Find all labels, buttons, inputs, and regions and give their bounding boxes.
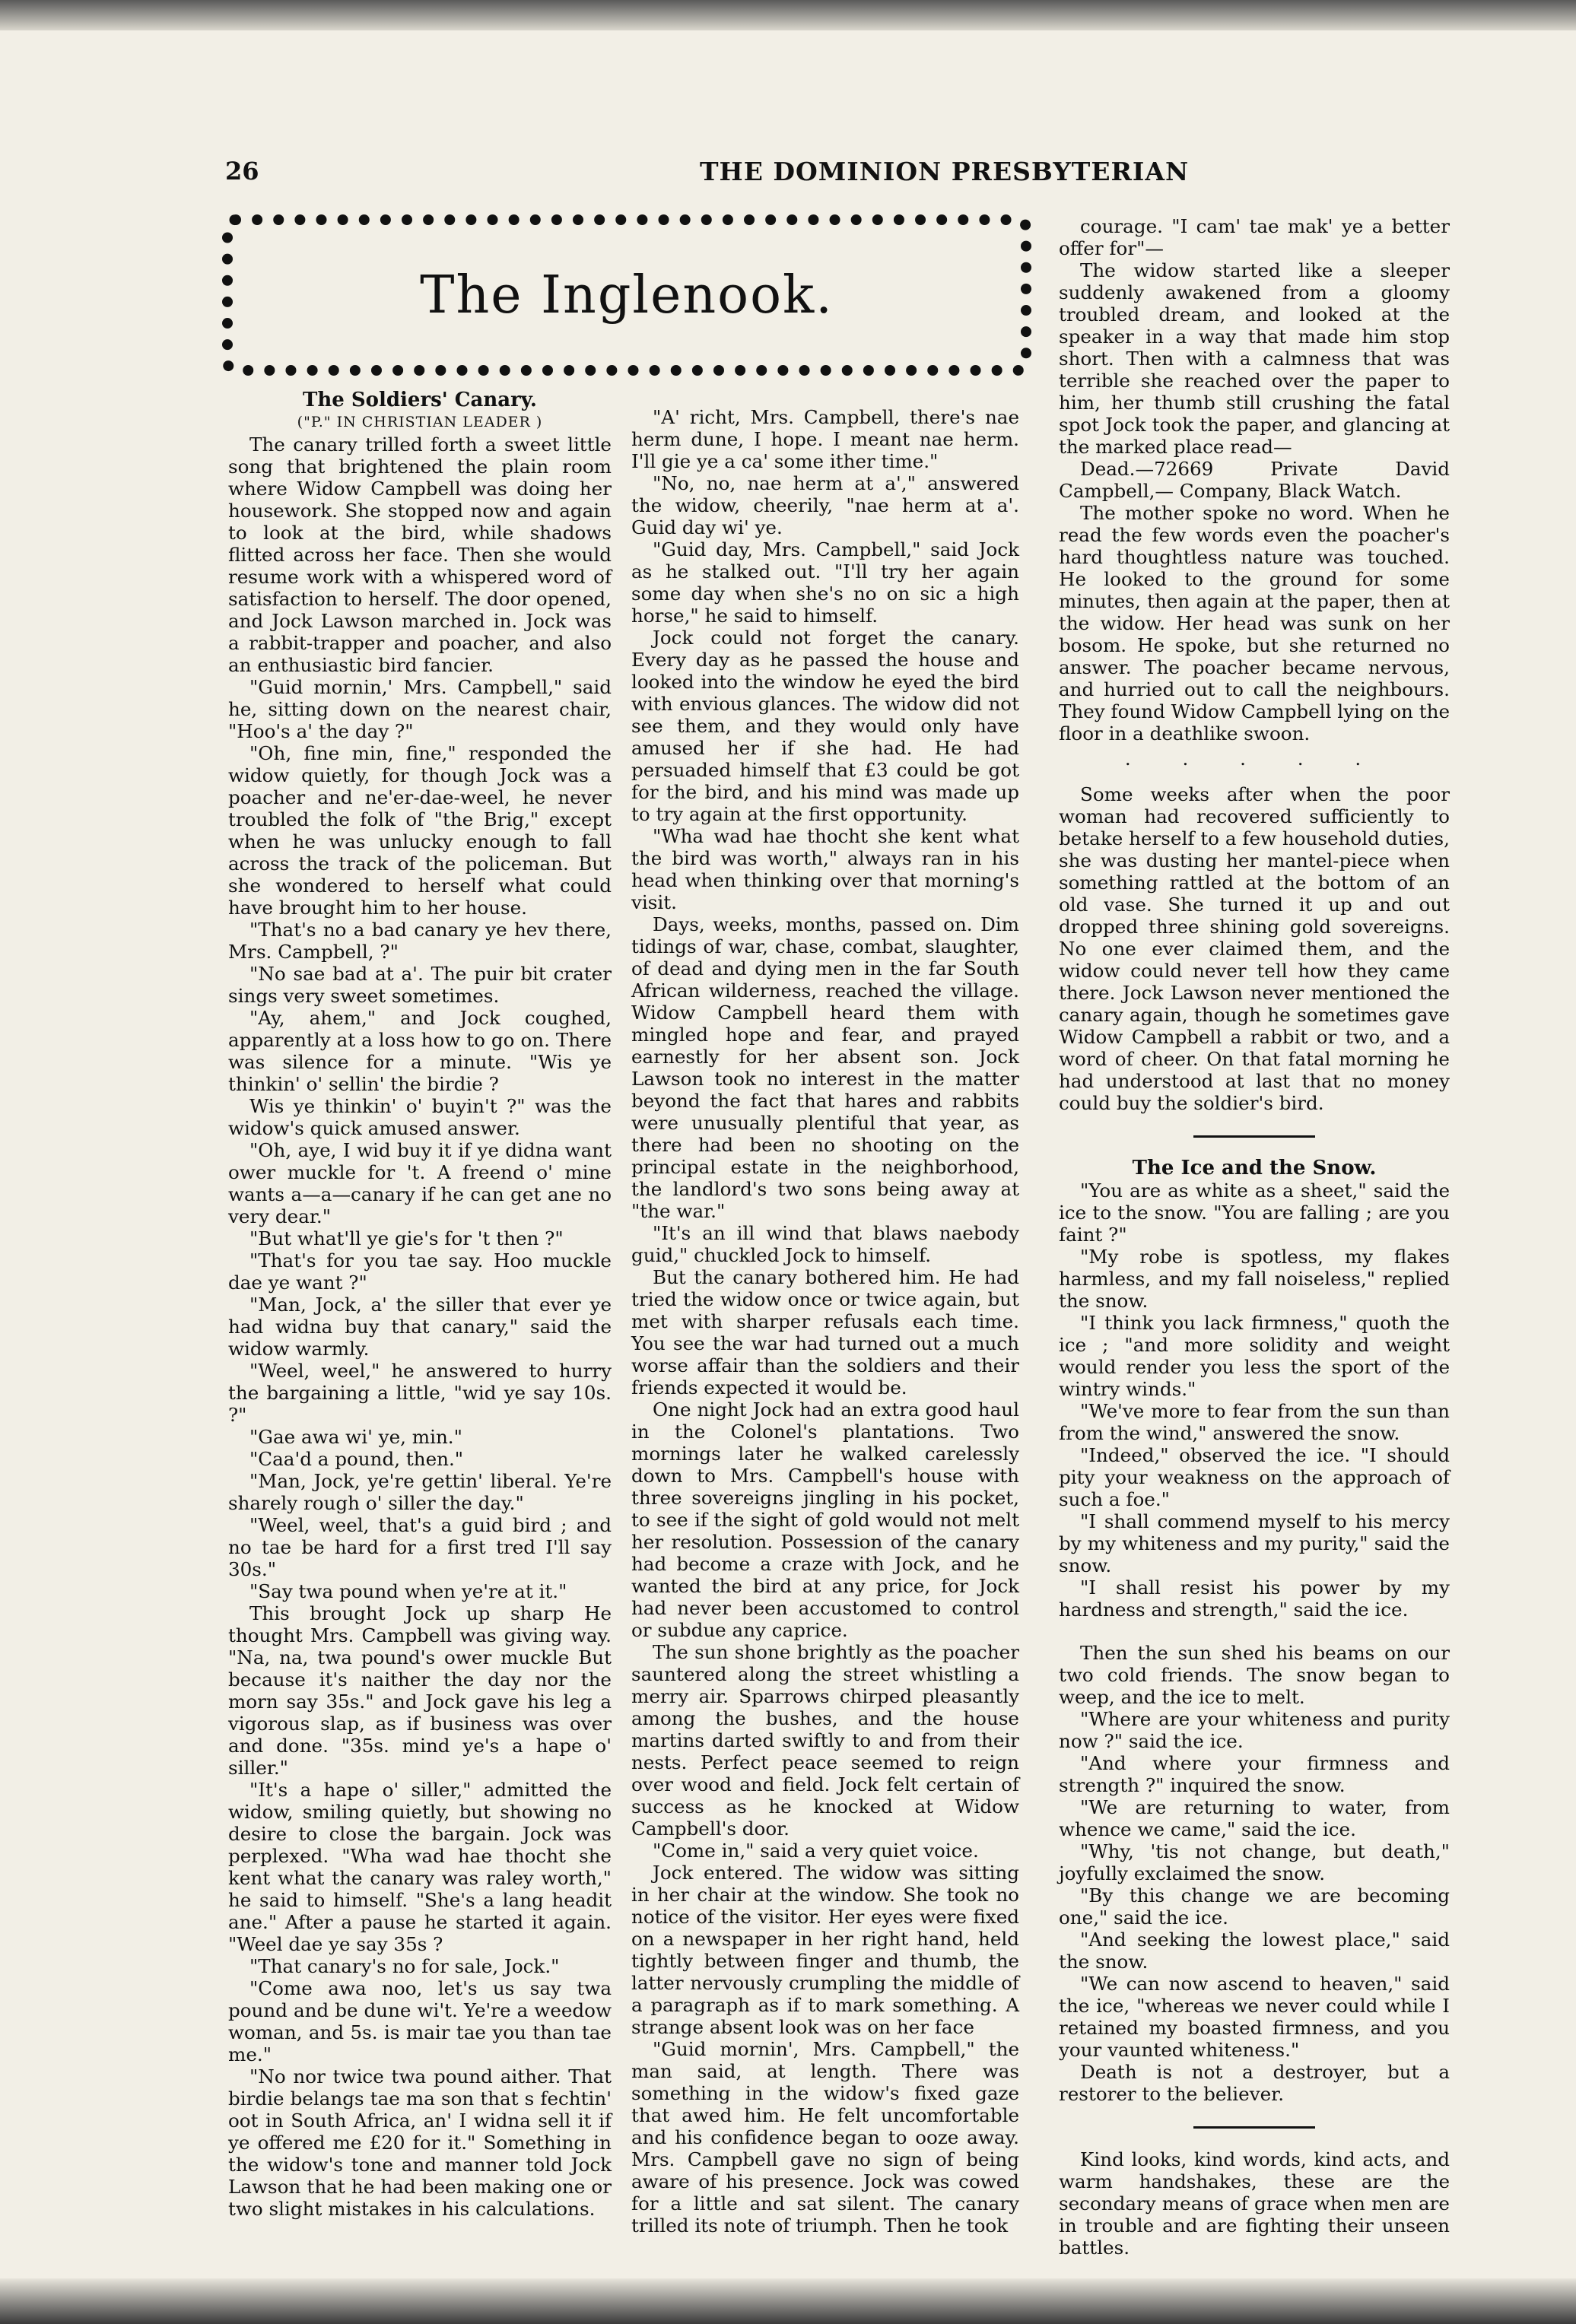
paragraph: "Guid mornin,' Mrs. Campbell," said he, sitting down on the nearest chair, "Hoo's a' the day ?" xyxy=(228,676,612,742)
paragraph: "That canary's no for sale, Jock." xyxy=(249,1955,560,1977)
paragraph: "Indeed," observed the ice. "I should pity your weakness on the approach of such a foe." xyxy=(1059,1444,1450,1510)
column-2 xyxy=(631,406,1019,2237)
paragraph: "We can now ascend to heaven," said the ice, "whereas we never could while I retained my boasted firmness, and you your vaunted whiteness." xyxy=(1059,1973,1450,2061)
paragraph: "Oh, aye, I wid buy it if ye didna want ower muckle for 't. A freend o' mine wants a—a—canary if he can get ane no very dear." xyxy=(228,1139,612,1227)
paragraph: "No nor twice twa pound aither. That birdie belangs tae ma son that s fechtin' oot in South Africa, an' I widna sell it if ye offered me £20 for it." Something in the widow's tone and manner told Jock Lawson that he had been making one or two slight mistakes in his calculations. xyxy=(228,2065,612,2220)
paragraph: "Gae awa wi' ye, min." xyxy=(249,1426,462,1448)
paragraph: Death is not a destroyer, but a restorer to the believer. xyxy=(1059,2061,1450,2105)
paragraph: One night Jock had an extra good haul in the Colonel's plantations. Two mornings later he walked carelessly down to Mrs. Campbell's house with three sovereigns jingling in his pocket, to see if the sight of gold would not melt her resolution. Possession of the canary had become a craze with Jock, and he wanted the bird at any price, for Jock had never been accustomed to control or subdue any caprice. xyxy=(631,1399,1019,1641)
paragraph: "Guid day, Mrs. Campbell," said Jock as he stalked out. "I'll try her again some day when she's no on sic a high horse," he said to himself. xyxy=(631,538,1019,627)
paragraph: Some weeks after when the poor woman had recovered sufficiently to betake herself to a few household duties, she was dusting her mantel-piece when something rattled at the bottom of an old vase. She turned it up and out dropped three shining gold sovereigns. No one ever claimed them, and the widow could never tell how they came there. Jock Lawson never mentioned the canary again, though he sometimes gave Widow Campbell a rabbit or two, and a word of cheer. On that fatal morning he had understood at last that no money could buy the soldier's bird. xyxy=(1059,783,1450,1114)
paragraph: "My robe is spotless, my flakes harmless, and my fall noiseless," replied the snow. xyxy=(1059,1246,1450,1312)
paragraph: "Man, Jock, a' the siller that ever ye had widna buy that canary," said the widow warmly. xyxy=(228,1294,612,1360)
paragraph: This brought Jock up sharp He thought Mrs. Campbell was giving way. "Na, na, twa pound's ower muckle But because it's naither the day nor the morn say 35s." and Jock gave his leg a vigorous slap, as if business was over and done. "35s. mind ye's a hape o' siller." xyxy=(228,1602,612,1779)
paragraph: "Say twa pound when ye're at it." xyxy=(249,1580,567,1602)
story2-body-continued xyxy=(1059,1642,1450,2105)
column-2-body xyxy=(631,406,1019,2237)
paragraph: "Ay, ahem," and Jock coughed, apparently at a loss how to go on. There was silence for a minute. "Wis ye thinkin' o' sellin' the birdie ? xyxy=(228,1007,612,1095)
running-head: THE DOMINION PRESBYTERIAN xyxy=(700,157,1190,186)
section-title: The Inglenook. xyxy=(420,265,834,325)
paragraph: "Come in," said a very quiet voice. xyxy=(653,1840,979,1862)
paragraph: The widow started like a sleeper suddenly awakened from a gloomy troubled dream, and looked at the speaker in a way that made him stop short. Then with a calmness that was terrible she reached over the paper to him, her thumb still crushing the fatal spot Jock took the paper, and glancing at the marked place read— xyxy=(1059,259,1450,458)
paragraph: The canary trilled forth a sweet little song that brightened the plain room where Widow Campbell was doing her housework. She stopped now and again to look at the bird, while shadows flitted across her face. Then she would resume work with a whispered word of satisfaction to herself. The door opened, and Jock Lawson marched in. Jock was a rabbit-trapper and poacher, and also an enthusiastic bird fancier. xyxy=(228,433,612,676)
paragraph: "That's no a bad canary ye hev there, Mrs. Campbell, ?" xyxy=(228,919,612,963)
paragraph: "It's an ill wind that blaws naebody guid," chuckled Jock to himself. xyxy=(631,1222,1019,1266)
section-break-stars: . . . . . xyxy=(1124,748,1384,770)
paragraph: Wis ye thinkin' o' buyin't ?" was the widow's quick amused answer. xyxy=(228,1095,612,1139)
column-3-body xyxy=(1059,215,1450,745)
closing-paragraph: Kind looks, kind words, kind acts, and warm handshakes, these are the secondary means of grace when men are in trouble and are fighting their unseen battles. xyxy=(1059,2148,1450,2259)
column-1-body xyxy=(228,433,612,2220)
section-banner xyxy=(222,214,1031,376)
section-rule-2 xyxy=(1193,2126,1315,2129)
paragraph: "But what'll ye gie's for 't then ?" xyxy=(249,1227,564,1249)
paragraph: "I shall resist his power by my hardness and strength," said the ice. xyxy=(1059,1576,1450,1621)
story-byline: ("P." IN CHRISTIAN LEADER ) xyxy=(297,414,543,430)
paragraph: "No sae bad at a'. The puir bit crater sings very sweet sometimes. xyxy=(228,963,612,1007)
paragraph: "A' richt, Mrs. Campbell, there's nae herm dune, I hope. I meant nae herm. I'll gie ye a ca' some ither time." xyxy=(631,406,1019,472)
paragraph: "Guid mornin', Mrs. Campbell," the man said, at length. There was something in the widow's fixed gaze that awed him. He felt uncomfortable and his confidence began to ooze away. Mrs. Campbell gave no sign of being aware of his presence. Jock was cowed for a little and sat silent. The canary trilled its note of triumph. Then he took xyxy=(631,2038,1019,2237)
paragraph: "Come awa noo, let's us say twa pound and be dune wi't. Ye're a weedow woman, and 5s. is mair tae you than tae me." xyxy=(228,1977,612,2065)
page-number: 26 xyxy=(225,157,259,186)
paragraph: "Wha wad hae thocht she kent what the bird was worth," always ran in his head when thinking over that morning's visit. xyxy=(631,825,1019,913)
paragraph: "You are as white as a sheet," said the ice to the snow. "You are falling ; are you faint ?" xyxy=(1059,1179,1450,1246)
paragraph: Days, weeks, months, passed on. Dim tidings of war, chase, combat, slaughter, of dead and dying men in the far South African wilderness, reached the village. Widow Campbell heard them with mingled hope and fear, and prayed earnestly for her absent son. Jock Lawson took no interest in the matter beyond the fact that hares and rabbits were unusually plentiful that year, as there had been no shooting on the principal estate in the neighborhood, the landlord's two sons being away at "the war." xyxy=(631,913,1019,1222)
paragraph: "By this change we are becoming one," said the ice. xyxy=(1059,1884,1450,1929)
paragraph: The mother spoke no word. When he read the few words even the poacher's hard thoughtless nature was touched. He looked to the ground for some minutes, then again at the paper, then at the widow. Her head was sunk on her bosom. He spoke, but she returned no answer. The poacher became nervous, and hurried out to call the neighbours. They found Widow Campbell lying on the floor in a deathlike swoon. xyxy=(1059,502,1450,745)
scan-edge-top xyxy=(0,0,1576,30)
paragraph: courage. "I cam' tae mak' ye a better offer for"— xyxy=(1059,215,1450,259)
story-title: The Soldiers' Canary. xyxy=(303,389,537,411)
paragraph: "Weel, weel," he answered to hurry the bargaining a little, "wid ye say 10s. ?" xyxy=(228,1360,612,1426)
story2-title: The Ice and the Snow. xyxy=(1132,1157,1377,1179)
spacer xyxy=(1059,1621,1450,1642)
paragraph: "That's for you tae say. Hoo muckle dae ye want ?" xyxy=(228,1249,612,1294)
paragraph: "We've more to fear from the sun than from the wind," answered the snow. xyxy=(1059,1400,1450,1444)
paragraph: "And where your firmness and strength ?" inquired the snow. xyxy=(1059,1752,1450,1796)
paragraph: "Man, Jock, ye're gettin' liberal. Ye're sharely rough o' siller the day." xyxy=(228,1470,612,1514)
column-3 xyxy=(1059,215,1450,2259)
column-3-continued xyxy=(1059,783,1450,1114)
column-1 xyxy=(228,389,612,2220)
paragraph: "It's a hape o' siller," admitted the widow, smiling quietly, but showing no desire to close the bargain. Jock was perplexed. "Wha wad hae thocht she kent what the canary was raley worth," he said to himself. "She's a lang headit ane." After a pause he started it again. "Weel dae ye say 35s ? xyxy=(228,1779,612,1955)
paragraph: The sun shone brightly as the poacher sauntered along the street whistling a merry air. Sparrows chirped pleasantly among the bushes, and the house martins darted swiftly to and from their nests. Perfect peace seemed to reign over wood and field. Jock felt certain of success as he knocked at Widow Campbell's door. xyxy=(631,1641,1019,1840)
paragraph: "I think you lack firmness," quoth the ice ; "and more solidity and weight would render you less the sport of the wintry winds." xyxy=(1059,1312,1450,1400)
paragraph: Then the sun shed his beams on our two cold friends. The snow began to weep, and the ice to melt. xyxy=(1059,1642,1450,1708)
paragraph: "Caa'd a pound, then." xyxy=(249,1448,464,1470)
section-rule xyxy=(1193,1135,1315,1138)
paragraph: Dead.—72669 Private David Campbell,— Company, Black Watch. xyxy=(1059,458,1450,502)
paragraph: But the canary bothered him. He had tried the widow once or twice again, but met with sharper refusals each time. You see the war had turned out a much worse affair than the soldiers and their friends expected it would be. xyxy=(631,1266,1019,1399)
paragraph: "We are returning to water, from whence we came," said the ice. xyxy=(1059,1796,1450,1840)
paragraph: Jock entered. The widow was sitting in her chair at the window. She took no notice of the visitor. Her eyes were fixed on a newspaper in her right hand, held tightly between finger and thumb, the latter nervously crumpling the middle of a paragraph as if to mark something. A strange absent look was on her face xyxy=(631,1862,1019,2038)
paragraph: "Weel, weel, that's a guid bird ; and no tae be hard for a first tred I'll say 30s." xyxy=(228,1514,612,1580)
paragraph: "I shall commend myself to his mercy by my whiteness and my purity," said the snow. xyxy=(1059,1510,1450,1576)
paragraph: "Why, 'tis not change, but death," joyfully exclaimed the snow. xyxy=(1059,1840,1450,1884)
paragraph: "No, no, nae herm at a'," answered the widow, cheerily, "nae herm at a'. Guid day wi' ye. xyxy=(631,472,1019,538)
paragraph: Jock could not forget the canary. Every day as he passed the house and looked into the window he eyed the bird with envious glances. The widow did not see them, and they would only have amused her if she had. He had persuaded himself that £3 could be got for the bird, and his mind was made up to try again at the first opportunity. xyxy=(631,627,1019,825)
paragraph: "And seeking the lowest place," said the snow. xyxy=(1059,1929,1450,1973)
scan-edge-bottom xyxy=(0,2278,1576,2324)
story2-body xyxy=(1059,1179,1450,1621)
paragraph: "Where are your whiteness and purity now ?" said the ice. xyxy=(1059,1708,1450,1752)
paragraph: "Oh, fine min, fine," responded the widow quietly, for though Jock was a poacher and ne'er-dae-weel, he never troubled the folk of "the Brig," except when he was unlucky enough to fall across the track of the policeman. But she wondered to herself what could have brought him to her house. xyxy=(228,742,612,919)
